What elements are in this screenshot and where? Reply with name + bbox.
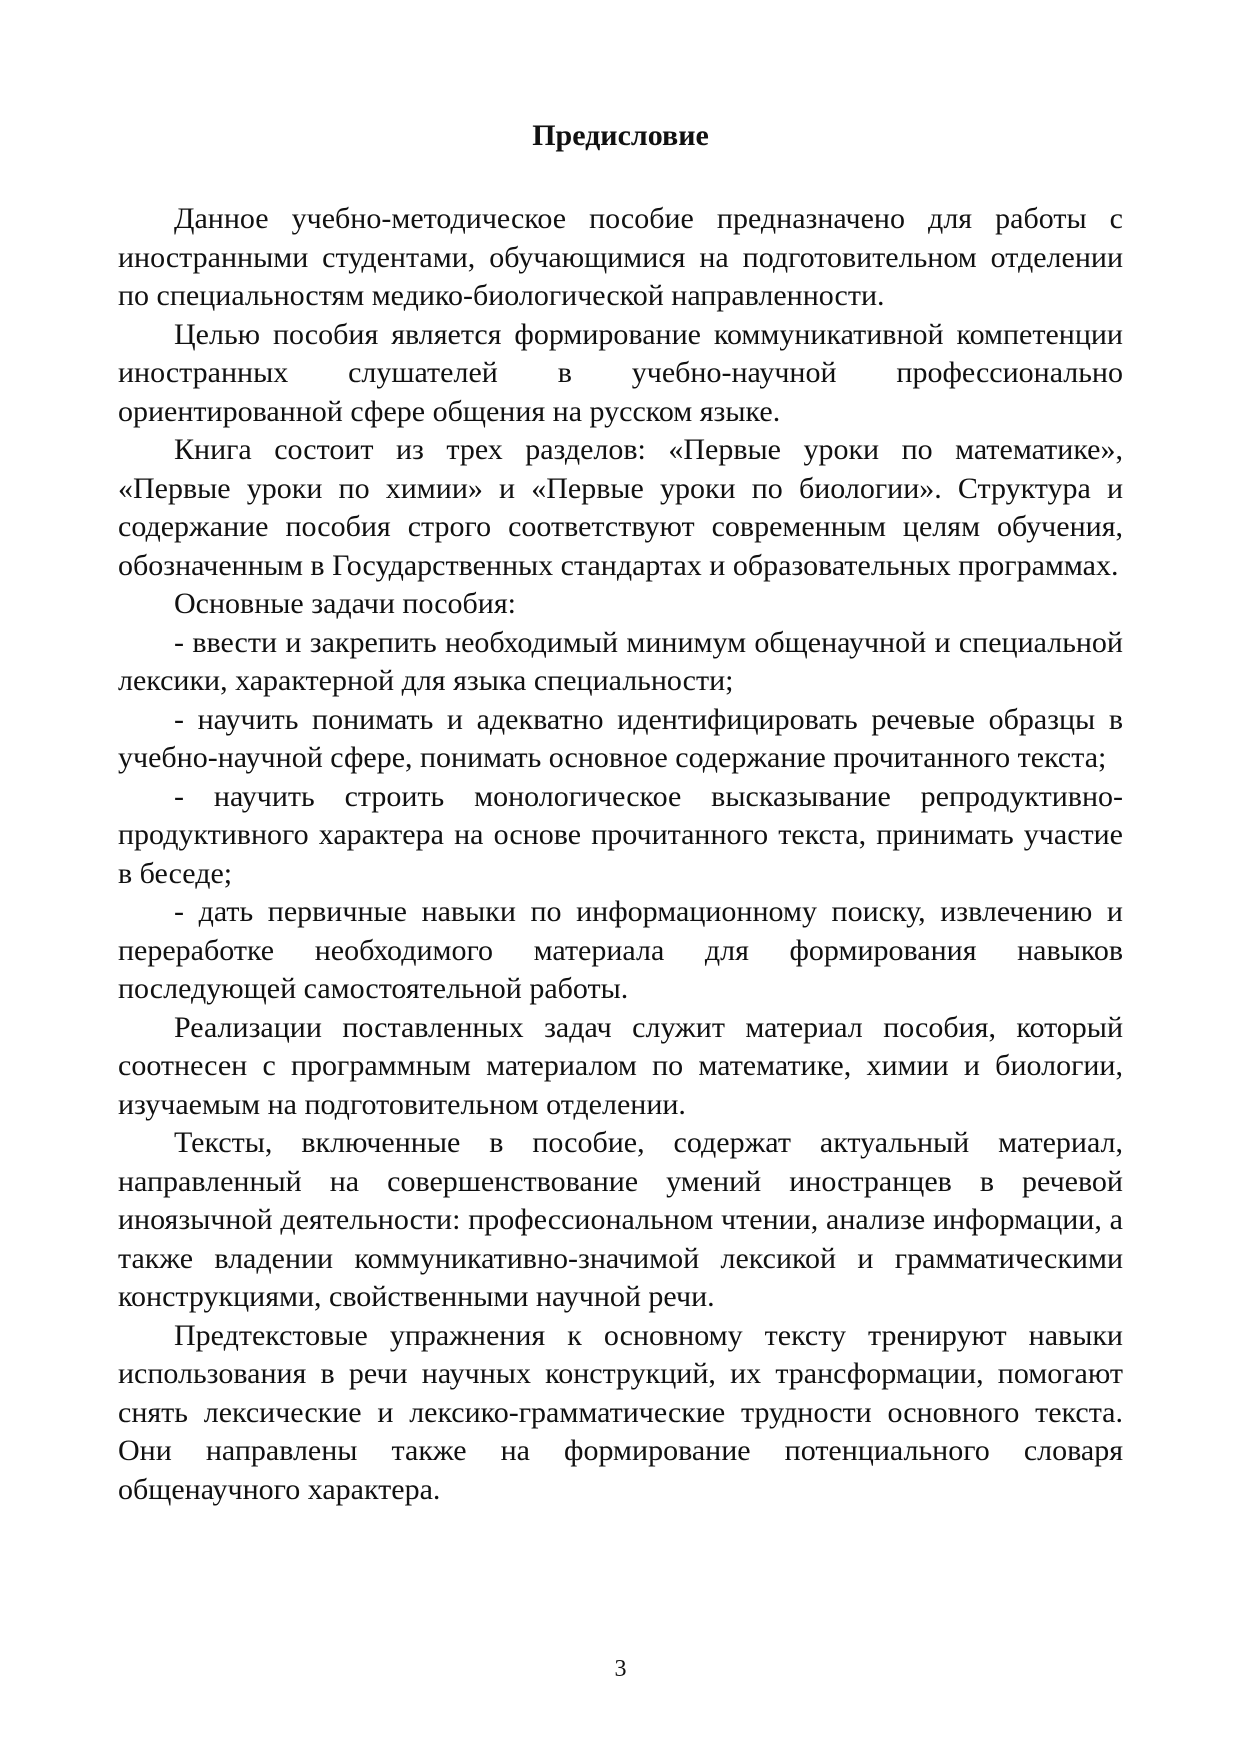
paragraph-texts: Тексты, включенные в пособие, содержат актуальный материал, направленный на совершенствование умений иностранцев в речевой иноязычной деятельности: профессиональном чтении, анализе информации, а также владении коммуникативно-значимой лексикой и грамматическими конструкциями, свойственными научной речи. xyxy=(118,1126,1123,1313)
page-number: 3 xyxy=(614,1656,627,1682)
list-item-task-2: - научить понимать и адекватно идентифицировать речевые образцы в учебно-научной сфере, понимать основное содержание прочитанного текста; xyxy=(118,702,1123,774)
list-item-task-3: - научить строить монологическое высказывание репродуктивно-продуктивного характера на основе прочитанного текста, принимать участие в беседе; xyxy=(118,779,1123,890)
paragraph-exercises: Предтекстовые упражнения к основному тексту тренируют навыки использования в речи научных конструкций, их трансформации, помогают снять лексические и лексико-грамматические трудности основного текста. Они направлены также на формирование потенциального словаря общенаучного характера. xyxy=(118,1318,1123,1506)
page-content xyxy=(118,116,1123,1509)
list-item-task-1: - ввести и закрепить необходимый минимум общенаучной и специальной лексики, характерной для языка специальности; xyxy=(118,625,1123,697)
paragraph-implementation: Реализации поставленных задач служит материал пособия, который соотнесен с программным материалом по математике, химии и биологии, изучаемым на подготовительном отделении. xyxy=(118,1010,1123,1121)
paragraph-goal: Целью пособия является формирование коммуникативной компетенции иностранных слушателей в учебно-научной профессионально ориентированной сфере общения на русском языке. xyxy=(118,317,1123,428)
paragraph-structure: Книга состоит из трех разделов: «Первые уроки по математике», «Первые уроки по химии» и «Первые уроки по биологии». Структура и содержание пособия строго соответствуют современным целям обучения, обозначенным в Государственных стандартах и образовательных программах. xyxy=(118,433,1123,582)
paragraph-tasks-heading: Основные задачи пособия: xyxy=(174,587,516,620)
list-item-task-4: - дать первичные навыки по информационному поиску, извлечению и переработке необходимого материала для формирования навыков последующей самостоятельной работы. xyxy=(118,895,1123,1005)
paragraph-purpose: Данное учебно-методическое пособие предназначено для работы с иностранными студентами, обучающимися на подготовительном отделении по специальностям медико-биологической направленности. xyxy=(118,202,1123,312)
page-title: Предисловие xyxy=(532,119,709,152)
